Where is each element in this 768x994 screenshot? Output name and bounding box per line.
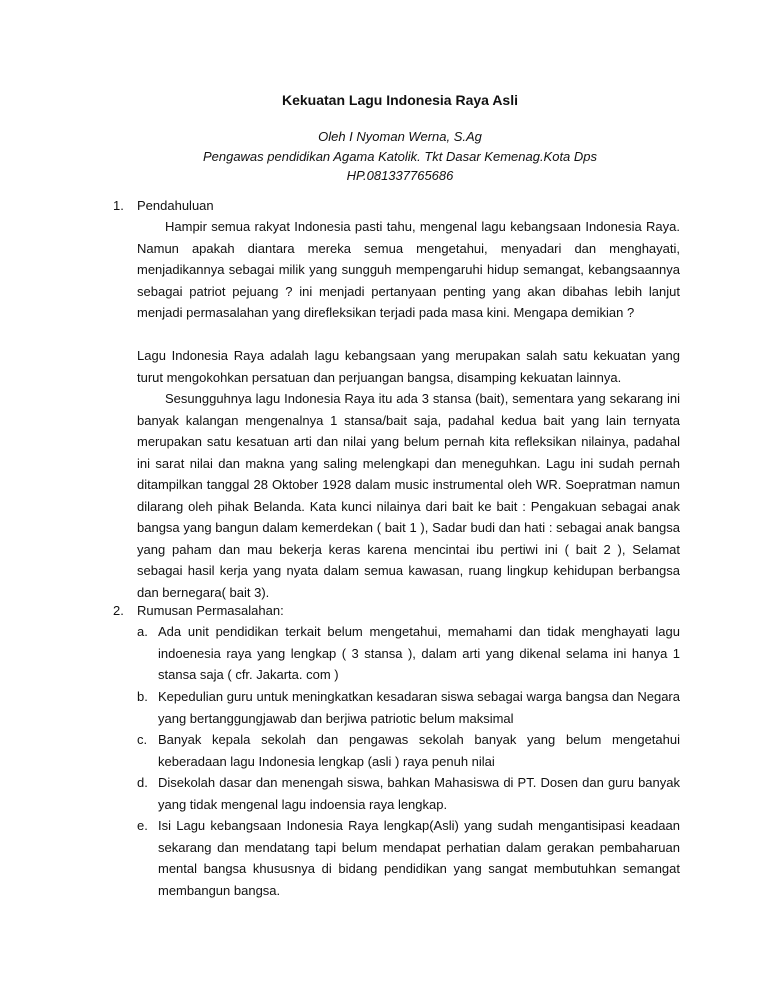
section-number: 1. bbox=[113, 198, 124, 213]
list-item-text: Isi Lagu kebangsaan Indonesia Raya lengkap(Asli) yang sudah mengantisipasi keadaan sekarang dan mendatang tapi belum mendapat perhatian dalam gerakan pembaharuan mental bangsa khususnya di bidang pendidikan yang sangat membutuhkan semangat membangun bangsa. bbox=[158, 818, 680, 898]
intro-paragraph-1: Hampir semua rakyat Indonesia pasti tahu, mengenal lagu kebangsaan Indonesia Raya. Namun apakah diantara mereka semua mengetahui, menyadari dan menghayati, menjadikannya sebagai milik yang sungguh mempengaruhi hidup semangat, kebangsaannya sebagai patriot pejuang ? ini menjadi pertanyaan penting yang akan dibahas lebih lanjut menjadi permasalahan yang direfleksikan terjadi pada masa kini. Mengapa demikian ? bbox=[137, 219, 680, 320]
list-item bbox=[137, 772, 680, 815]
section-2-heading bbox=[113, 603, 284, 618]
list-marker: d. bbox=[137, 775, 148, 790]
list-item bbox=[137, 621, 680, 686]
document-title: Kekuatan Lagu Indonesia Raya Asli bbox=[282, 92, 518, 108]
position-line: Pengawas pendidikan Agama Katolik. Tkt Dasar Kemenag.Kota Dps bbox=[202, 149, 598, 164]
list-item-text: Banyak kepala sekolah dan pengawas sekolah banyak yang belum mengetahui keberadaan lagu Indonesia lengkap (asli ) raya penuh nilai bbox=[158, 732, 680, 769]
list-item-text: Ada unit pendidikan terkait belum mengetahui, memahami dan tidak menghayati lagu indoenesia raya yang lengkap ( 3 stansa ), dalam arti yang dikenal selama ini hanya 1 stansa saja ( cfr. Jakarta. com ) bbox=[158, 624, 680, 682]
list-item-text: Disekolah dasar dan menengah siswa, bahkan Mahasiswa di PT. Dosen dan guru banyak yang tidak mengenal lagu indoensia raya lengkap. bbox=[158, 775, 680, 812]
list-item bbox=[137, 729, 680, 772]
section-number: 2. bbox=[113, 603, 124, 618]
phone-line: HP.081337765686 bbox=[346, 168, 454, 183]
author-line: Oleh I Nyoman Werna, S.Ag bbox=[318, 129, 482, 144]
list-marker: c. bbox=[137, 732, 148, 747]
list-item-text: Kepedulian guru untuk meningkatkan kesadaran siswa sebagai warga bangsa dan Negara yang bertanggungjawab dan berjiwa patriotic belum maksimal bbox=[158, 689, 680, 726]
section-1-heading bbox=[113, 198, 214, 213]
intro-paragraph-2: Lagu Indonesia Raya adalah lagu kebangsaan yang merupakan salah satu kekuatan yang turut mengokohkan persatuan dan perjuangan bangsa, disamping kekuatan lainnya. bbox=[137, 348, 680, 385]
list-marker: e. bbox=[137, 818, 148, 833]
list-marker: a. bbox=[137, 624, 148, 639]
section-title: Rumusan Permasalahan: bbox=[137, 603, 284, 618]
list-item bbox=[137, 815, 680, 901]
list-marker: b. bbox=[137, 689, 148, 704]
list-item bbox=[137, 686, 680, 729]
section-title: Pendahuluan bbox=[137, 198, 214, 213]
intro-paragraph-3: Sesungguhnya lagu Indonesia Raya itu ada 3 stansa (bait), sementara yang sekarang ini banyak kalangan mengenalnya 1 stansa/bait saja, padahal kedua bait yang lain ternyata merupakan satu kesatuan arti dan nilai yang belum pernah kita refleksikan nilainya, padahal ini sarat nilai dan makna yang saling melengkapi dan meneguhkan. Lagu ini sudah pernah ditampilkan tanggal 28 Oktober 1928 dalam music instrumental oleh WR. Soepratman namun dilarang oleh pihak Belanda. Kata kunci nilainya dari bait ke bait : Pengakuan sebagai anak bangsa yang bangun dalam kemerdekan ( bait 1 ), Sadar budi dan hati : sebagai anak bangsa yang paham dan mau bekerja keras karena mencintai ibu pertiwi ini ( bait 2 ), Selamat sebagai hasil kerja yang nyata dalam semua kawasan, ruang lingkup kehidupan berbangsa dan bernegara( bait 3). bbox=[137, 391, 680, 600]
